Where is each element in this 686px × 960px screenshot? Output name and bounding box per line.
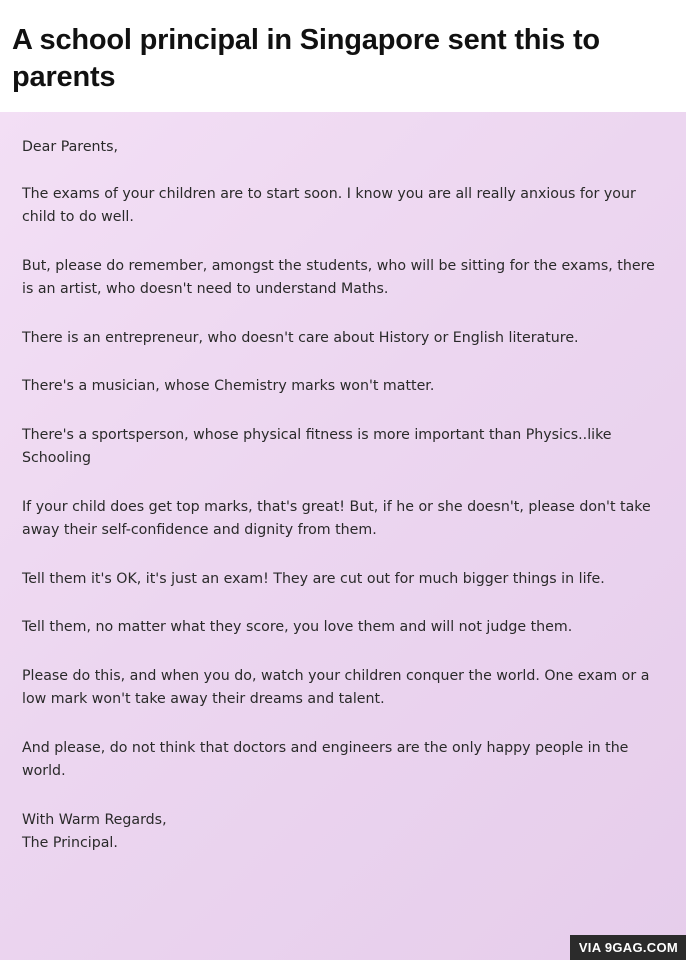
- letter-paragraph-9: Please do this, and when you do, watch your children conquer the world. One exam or a low mark won't take away their dreams and talent.: [22, 667, 650, 707]
- letter-paragraph-6: If your child does get top marks, that's great! But, if he or she doesn't, please don't take away their self-confidence and dignity from them.: [22, 498, 651, 538]
- letter-signature: The Principal.: [22, 835, 118, 851]
- letter-paragraph-4: There's a musician, whose Chemistry marks won't matter.: [22, 378, 435, 394]
- letter-paragraph-1: The exams of your children are to start soon. I know you are all really anxious for your child to do well.: [22, 185, 636, 225]
- letter-paragraph-10: And please, do not think that doctors and engineers are the only happy people in the world.: [22, 739, 629, 779]
- watermark-badge: VIA 9GAG.COM: [570, 935, 686, 960]
- letter-paragraph-2: But, please do remember, amongst the students, who will be sitting for the exams, there is an artist, who doesn't need to understand Maths.: [22, 257, 655, 297]
- letter-paragraph-3: There is an entrepreneur, who doesn't care about History or English literature.: [22, 329, 579, 346]
- letter-greeting: Dear Parents,: [22, 139, 119, 155]
- headline: A school principal in Singapore sent this to parents: [12, 24, 600, 93]
- letter-paragraph-8: Tell them, no matter what they score, you love them and will not judge them.: [22, 619, 573, 635]
- letter-closing: With Warm Regards,: [22, 811, 167, 828]
- letter-paragraph-7: Tell them it's OK, it's just an exam! They are cut out for much bigger things in life.: [22, 570, 605, 587]
- letter-image: [0, 112, 686, 960]
- letter-paragraph-5: There's a sportsperson, whose physical fitness is more important than Physics..like Schooling: [22, 426, 612, 466]
